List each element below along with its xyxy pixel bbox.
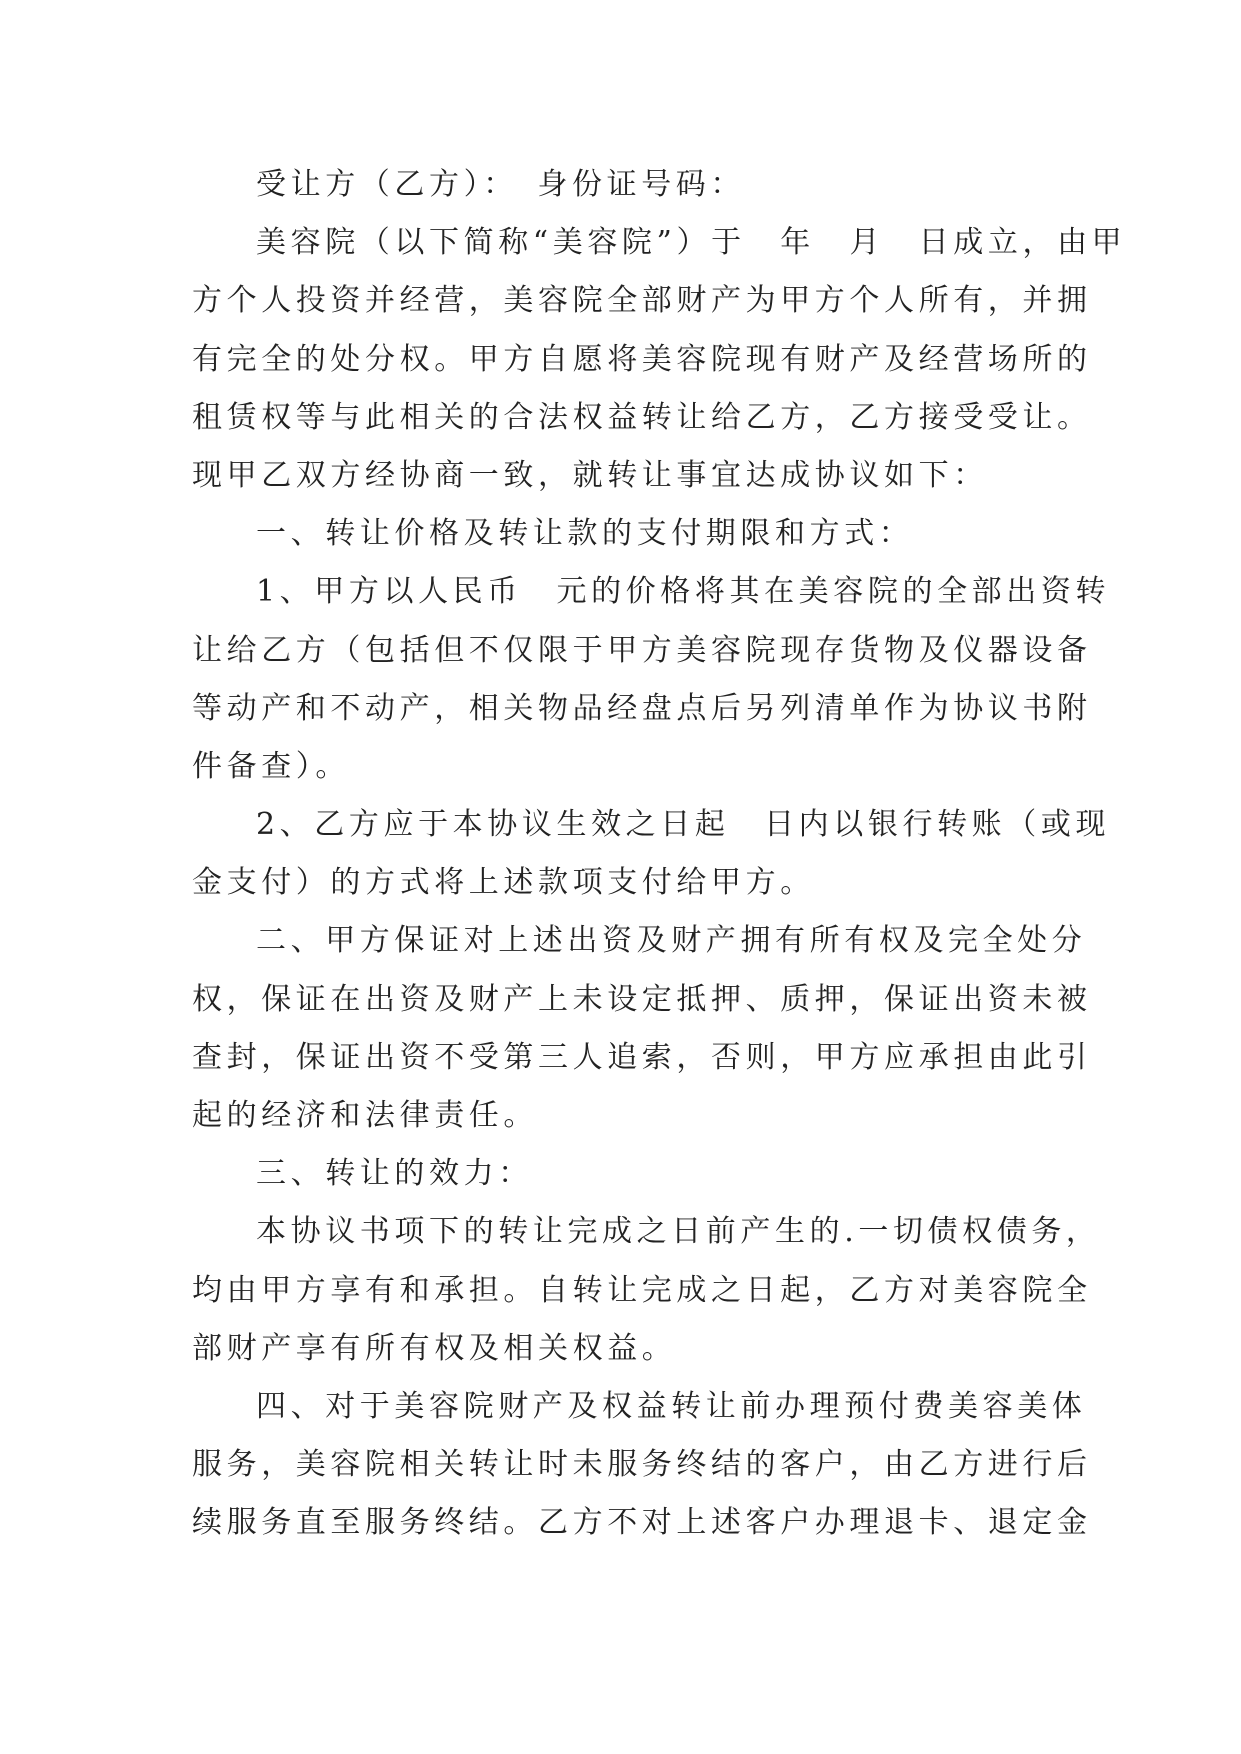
party-b-line: 受让方（乙方）： 身份证号码： [256,167,745,202]
paragraph-line: 有完全的处分权。甲方自愿将美容院现有财产及经营场所的 [192,341,1092,377]
paragraph-line: 让给乙方（包括但不仅限于甲方美容院现存货物及仪器设备 [192,632,1092,668]
section-heading: 三、转让的效力： [256,1156,533,1192]
section-heading: 一、转让价格及转让款的支付期限和方式： [256,516,914,552]
paragraph-line: 查封，保证出资不受第三人追索，否则，甲方应承担由此引 [192,1039,1092,1075]
section-heading: 四、对于美容院财产及权益转让前办理预付费美容美体 [256,1388,1087,1424]
paragraph-line: 件备查）。 [192,748,350,784]
paragraph-line: 服务，美容院相关转让时未服务终结的客户，由乙方进行后 [192,1447,1092,1483]
paragraph-line: 部财产享有所有权及相关权益。 [192,1330,677,1366]
paragraph-line: 现甲乙双方经协商一致，就转让事宜达成协议如下： [192,457,988,493]
section-heading: 二、甲方保证对上述出资及财产拥有所有权及完全处分 [256,923,1087,959]
paragraph-line: 1、甲方以人民币 元的价格将其在美容院的全部出资转 [256,574,1111,610]
paragraph-line: 起的经济和法律责任。 [192,1098,538,1133]
paragraph-line: 方个人投资并经营，美容院全部财产为甲方个人所有，并拥 [192,283,1092,319]
paragraph-line: 2、乙方应于本协议生效之日起 日内以银行转账（或现 [256,807,1111,843]
paragraph-line: 本协议书项下的转让完成之日前产生的.一切债权债务， [256,1214,1101,1250]
paragraph-line: 均由甲方享有和承担。自转让完成之日起，乙方对美容院全 [192,1272,1092,1308]
paragraph-line: 租赁权等与此相关的合法权益转让给乙方，乙方接受受让。 [192,399,1092,435]
paragraph-line: 美容院（以下简称“美容院”）于 年 月 日成立，由甲 [256,225,1127,261]
paragraph-line: 权，保证在出资及财产上未设定抵押、质押，保证出资未被 [192,981,1092,1017]
paragraph-line: 续服务直至服务终结。乙方不对上述客户办理退卡、退定金 [192,1505,1092,1541]
paragraph-line: 金支付）的方式将上述款项支付给甲方。 [192,865,815,901]
paragraph-line: 等动产和不动产，相关物品经盘点后另列清单作为协议书附 [192,690,1092,726]
document-body [192,156,1127,1553]
